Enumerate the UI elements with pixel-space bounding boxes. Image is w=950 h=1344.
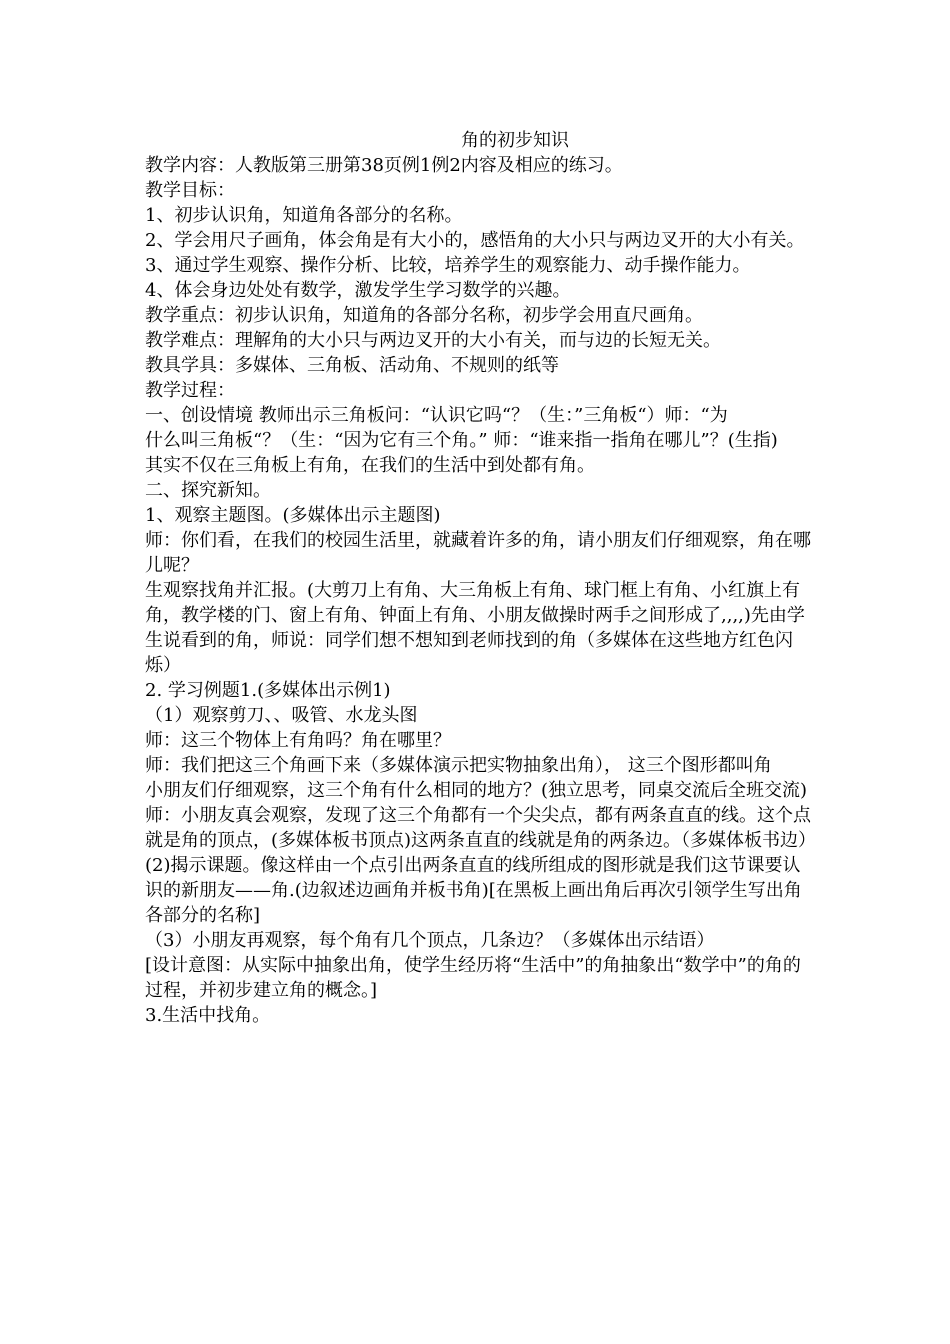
objective-item: 4、体会身边处处有数学，激发学生学习数学的兴趣。 [145, 280, 571, 301]
objective-item: 2、学会用尺子画角，体会角是有大小的，感悟角的大小只与两边叉开的大小有关。 [145, 230, 805, 251]
process-paragraph: 2. 学习例题1.(多媒体出示例1) [145, 680, 391, 701]
process-paragraph: 生观察找角并汇报。(大剪刀上有角、大三角板上有角、球门框上有角、小红旗上有角，教学楼的门、窗上有角、钟面上有角、小朋友做操时两手之间形成了,,,,)先由学生说看到的角，师说：同学们想不想知到老师找到的角（多媒体在这些地方红色闪烁） [145, 580, 805, 676]
difficulty-line: 教学难点：理解角的大小只与两边叉开的大小有关，而与边的长短无关。 [145, 330, 721, 351]
process-paragraph: 小朋友们仔细观察，这三个角有什么相同的地方？(独立思考，同桌交流后全班交流) [145, 780, 808, 801]
document-title: 角的初步知识 [461, 130, 569, 151]
content-line: 教学内容：人教版第三册第38页例1例2内容及相应的练习。 [145, 155, 623, 176]
objective-item: 1、初步认识角，知道角各部分的名称。 [145, 205, 463, 226]
process-paragraph: 3.生活中找角。 [145, 1005, 271, 1026]
key-point-line: 教学重点：初步认识角，知道角的各部分名称，初步学会用直尺画角。 [145, 305, 703, 326]
process-heading: 教学过程： [145, 380, 235, 401]
process-paragraph: (2)揭示课题。像这样由一个点引出两条直直的线所组成的图形就是我们这节课要认识的新朋友——角.(边叙述边画角并板书角)[在黑板上画出角后再次引领学生写出角各部分的名称] [145, 855, 802, 926]
process-paragraph: 什么叫三角板“？（生：“因为它有三个角。” 师：“谁来指一指角在哪儿”？(生指) [145, 430, 778, 451]
document-body [145, 128, 815, 1028]
design-intent-paragraph: [设计意图：从实际中抽象出角，使学生经历将“生活中”的角抽象出“数学中”的角的过程，并初步建立角的概念。] [145, 955, 801, 1001]
process-paragraph: 师：我们把这三个角画下来（多媒体演示把实物抽象出角）， 这三个图形都叫角 [145, 755, 772, 776]
process-paragraph: 师：这三个物体上有角吗？角在哪里？ [145, 730, 451, 751]
objectives-heading: 教学目标： [145, 180, 235, 201]
process-paragraph: 师：小朋友真会观察，发现了这三个角都有一个尖尖点，都有两条直直的线。这个点就是角的顶点，(多媒体板书顶点)这两条直直的线就是角的两条边。（多媒体板书边） [145, 805, 817, 851]
process-paragraph: （1）观察剪刀、、吸管、水龙头图 [145, 705, 418, 726]
objective-item: 3、通过学生观察、操作分析、比较，培养学生的观察能力、动手操作能力。 [145, 255, 751, 276]
process-paragraph: 师：你们看，在我们的校园生活里，就藏着许多的角，请小朋友们仔细观察，角在哪儿呢？ [145, 530, 811, 576]
section-heading: 二、探究新知。 [145, 480, 271, 501]
process-paragraph: 1、观察主题图。(多媒体出示主题图) [145, 505, 441, 526]
process-paragraph: 一、创设情境 教师出示三角板问：“认识它吗“？（生：”三角板“）师：“为 [145, 405, 728, 426]
process-paragraph: （3）小朋友再观察，每个角有几个顶点，几条边？（多媒体出示结语） [145, 930, 715, 951]
process-paragraph: 其实不仅在三角板上有角，在我们的生活中到处都有角。 [145, 455, 595, 476]
materials-line: 教具学具：多媒体、三角板、活动角、不规则的纸等 [145, 355, 559, 376]
